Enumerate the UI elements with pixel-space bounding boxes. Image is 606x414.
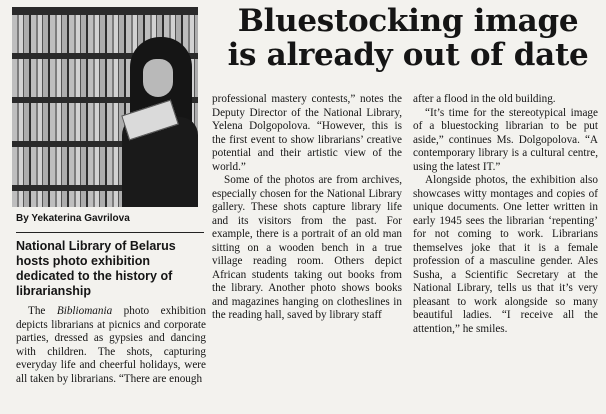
article-column-1 <box>16 305 206 386</box>
paragraph: Some of the photos are from archives, especially chosen for the National Library gallery. These shots capture library life and its visitors from the past. For example, there is a portrait of an old man sitting on a wooden bench in a true village reading room. Others depict African students taking out books from the library. Another photo shows books and magazines hanging on clotheslines in the reading hall, saved by library staff <box>212 174 402 321</box>
text-run: photo exhibition depicts librarians at picnics and corporate parties, dressed as gypsies and dancing with children. The shots, capturing everyday life and cheerful holidays, were all taken by librarians. “There are enough <box>16 305 206 385</box>
paragraph: after a flood in the old building. <box>413 93 556 105</box>
paragraph: Alongside photos, the exhibition also showcases witty montages and copies of unique documents. One letter written in early 1945 sees the librarian ‘repenting’ for not coming to work. Librarians themselves joke that it is a female profession of a masculine gender. Ales Susha, a Scientific Secretary at the National Library, tells us that it’s very pleasant to work alongside so many beautiful ladies. “I receive all the attention,” he smiles. <box>413 174 598 335</box>
paragraph <box>16 305 206 386</box>
text-run: The <box>28 305 57 317</box>
exhibition-title: Bibliomania <box>56 305 113 317</box>
article-photo <box>12 7 198 207</box>
byline: By Yekaterina Gavrilova <box>16 213 130 224</box>
divider <box>16 232 204 233</box>
headline-line: is already out of date <box>227 37 589 73</box>
paragraph: professional mastery contests,” notes the Deputy Director of the National Library, Yelena Dolgopolova. “However, this is the first event to show librarians’ creative potential and their artistic view of the world.” <box>212 93 402 173</box>
woman-face <box>143 59 173 97</box>
paragraph: “It’s time for the stereotypical image of a bluestocking librarian to be put aside,” continues Ms. Dolgopolova. “A contemporary library is a cultural centre, using the latest IT.” <box>413 106 598 173</box>
headline-line: Bluestocking image <box>237 3 579 39</box>
subheadline: National Library of Belarus hosts photo exhibition dedicated to the history of librarianship <box>16 239 176 298</box>
headline <box>212 4 604 72</box>
article-column-2 <box>212 93 402 323</box>
article-column-3 <box>413 93 598 336</box>
